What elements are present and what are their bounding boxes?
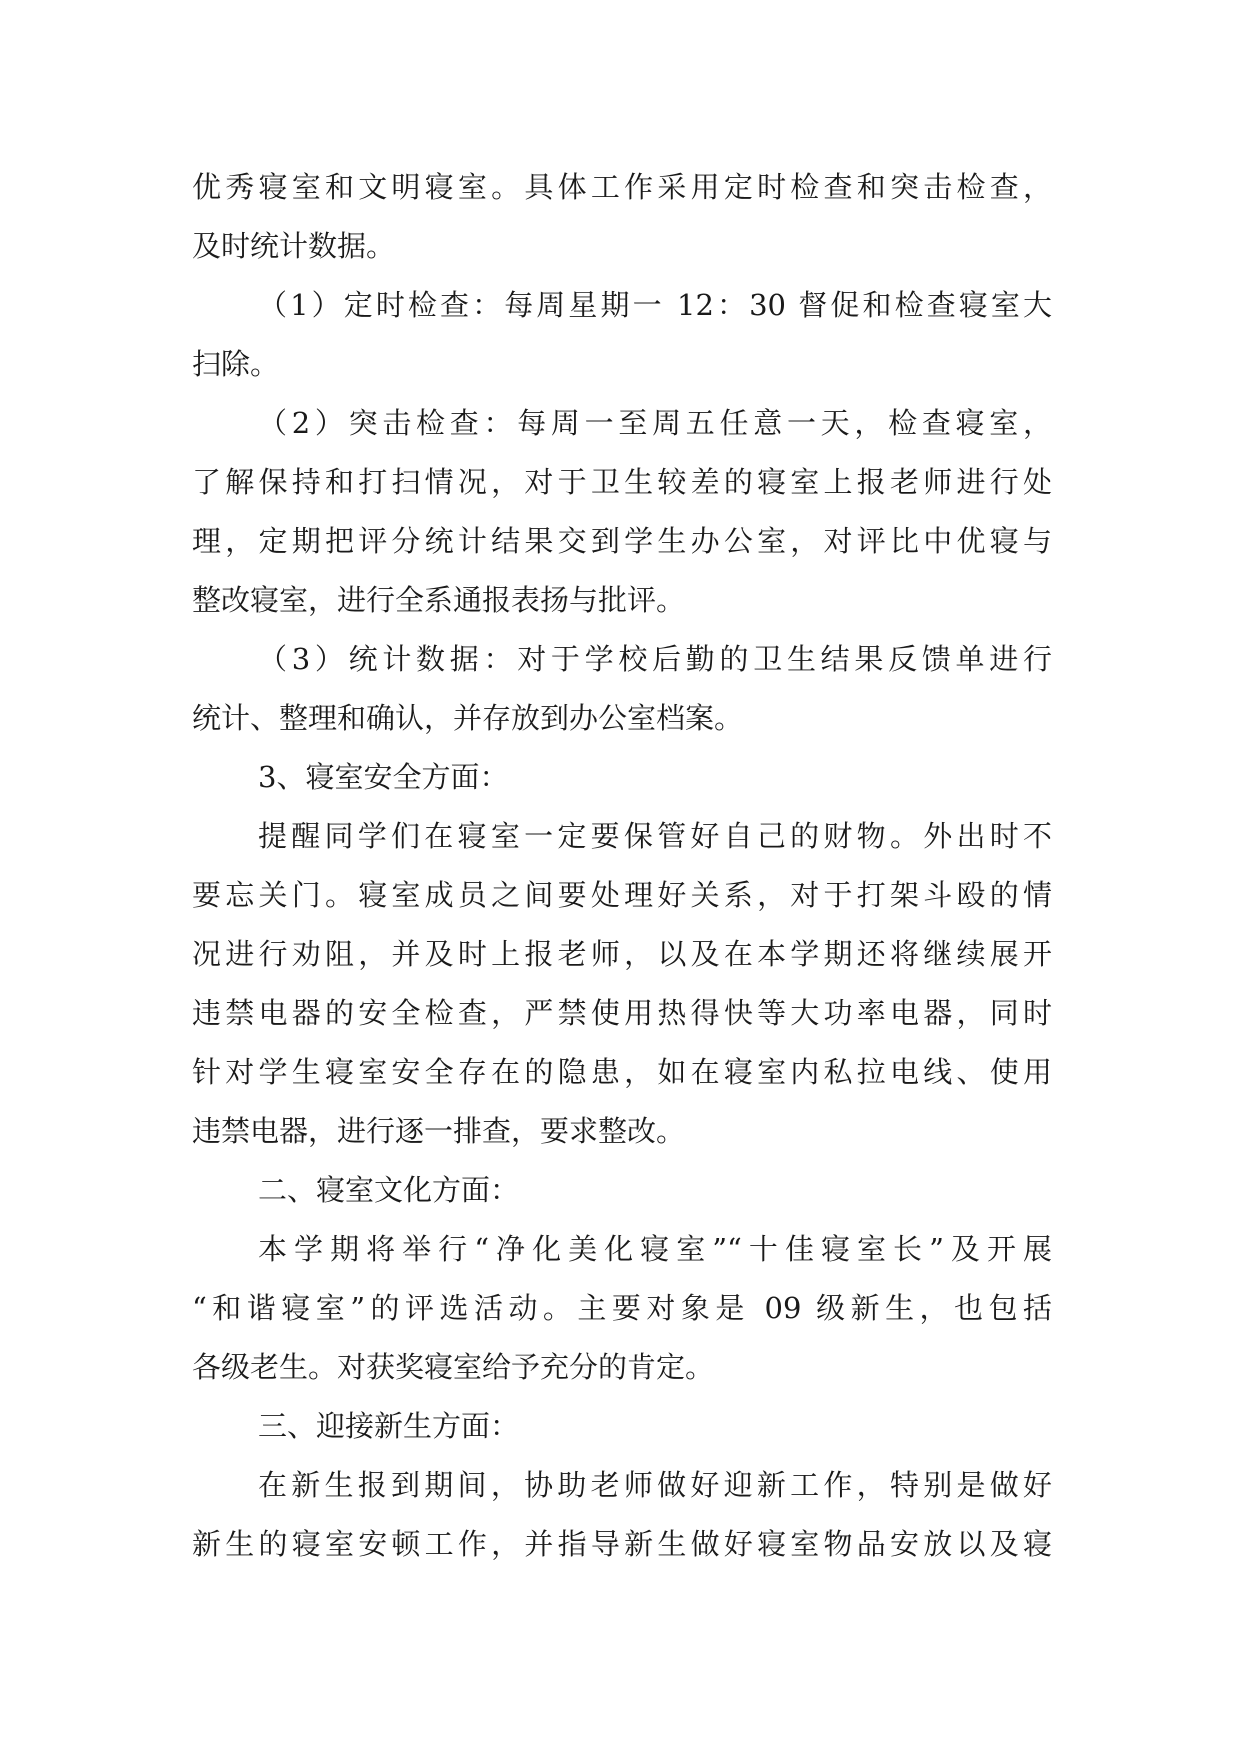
- text-line: （3）统计数据：对于学校后勤的卫生结果反馈单进行: [258, 642, 1052, 676]
- text-line: 各级老生。对获奖寝室给予充分的肯定。: [192, 1350, 715, 1384]
- text-line: 况进行劝阻，并及时上报老师，以及在本学期还将继续展开: [192, 937, 1052, 971]
- text-line: 违禁电器的安全检查，严禁使用热得快等大功率电器，同时: [192, 996, 1052, 1030]
- text-line: 理，定期把评分统计结果交到学生办公室，对评比中优寝与: [192, 524, 1052, 558]
- text-line: 新生的寝室安顿工作，并指导新生做好寝室物品安放以及寝: [192, 1527, 1052, 1561]
- text-line: 整改寝室，进行全系通报表扬与批评。: [192, 583, 686, 617]
- text-line: 了解保持和打扫情况，对于卫生较差的寝室上报老师进行处: [192, 465, 1052, 499]
- text-line: 要忘关门。寝室成员之间要处理好关系，对于打架斗殴的情: [192, 878, 1052, 912]
- text-line: （2）突击检查：每周一至周五任意一天，检查寝室，: [258, 406, 1052, 440]
- text-line: 及时统计数据。: [192, 229, 396, 263]
- text-line: 扫除。: [192, 347, 280, 381]
- text-line: 三、迎接新生方面：: [258, 1409, 520, 1443]
- text-line: 3、寝室安全方面：: [258, 760, 509, 794]
- text-line: 二、寝室文化方面：: [258, 1173, 520, 1207]
- document-body: [192, 158, 1052, 1574]
- text-line: （1）定时检查：每周星期一 12：30 督促和检查寝室大: [258, 288, 1052, 322]
- text-line: 本学期将举行“净化美化寝室”“十佳寝室长”及开展: [258, 1232, 1052, 1266]
- text-line: “和谐寝室”的评选活动。主要对象是 09 级新生，也包括: [192, 1291, 1052, 1325]
- text-line: 在新生报到期间，协助老师做好迎新工作，特别是做好: [258, 1468, 1052, 1502]
- text-line: 提醒同学们在寝室一定要保管好自己的财物。外出时不: [258, 819, 1052, 853]
- text-line: 优秀寝室和文明寝室。具体工作采用定时检查和突击检查，: [192, 170, 1052, 204]
- text-line: 统计、整理和确认，并存放到办公室档案。: [192, 701, 744, 735]
- text-line: 违禁电器，进行逐一排查，要求整改。: [192, 1114, 686, 1148]
- text-line: 针对学生寝室安全存在的隐患，如在寝室内私拉电线、使用: [192, 1055, 1052, 1089]
